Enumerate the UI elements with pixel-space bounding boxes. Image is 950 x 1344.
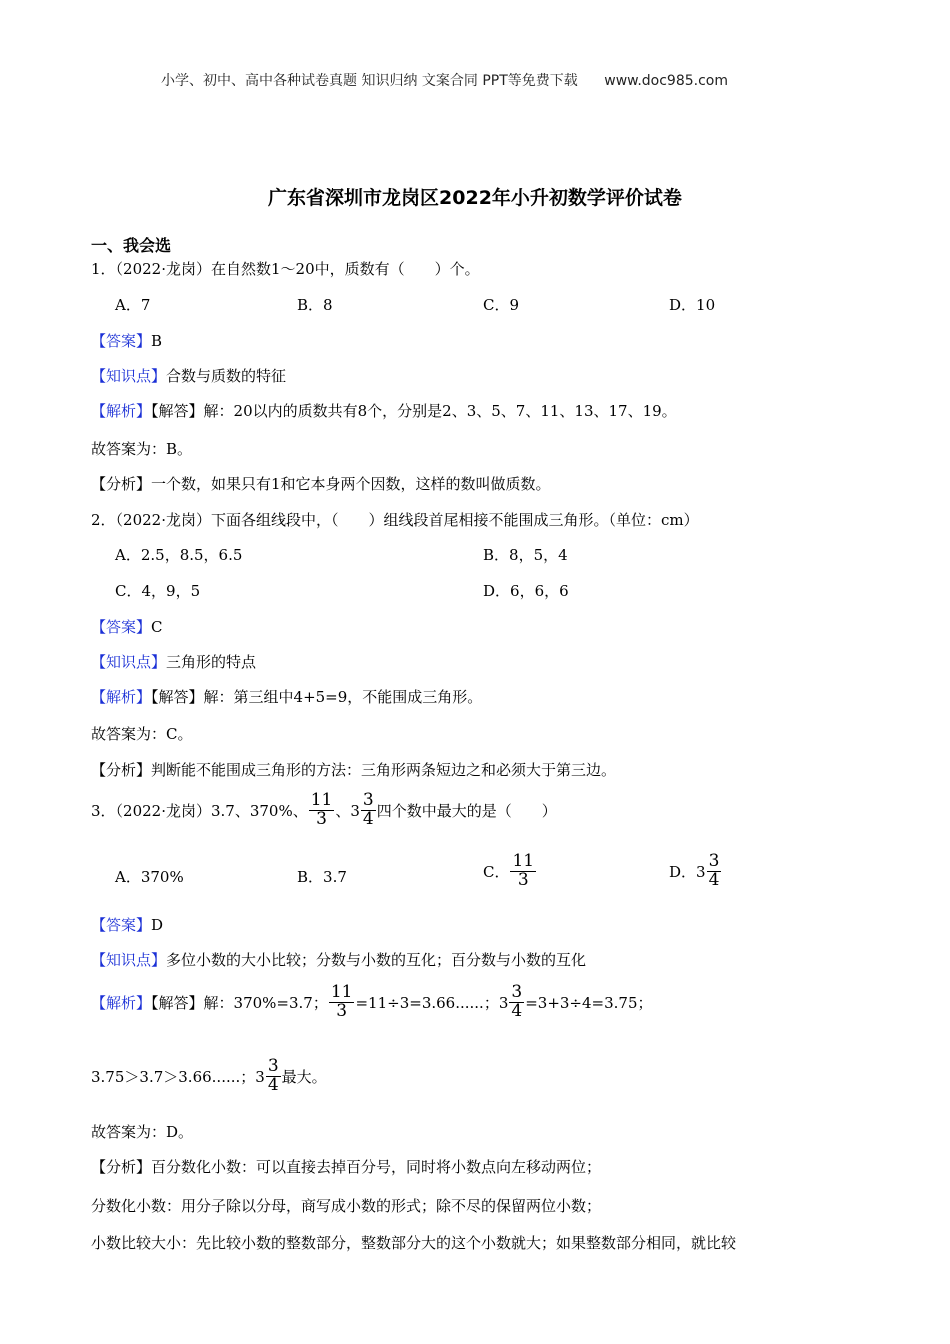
section-heading: 一、我会选 — [91, 236, 172, 255]
q3-knowledge: 多位小数的大小比较；分数与小数的互化；百分数与小数的互化 — [166, 951, 587, 969]
q2-knowledge-line — [91, 651, 256, 672]
analysis-label: 【解析】 — [91, 688, 152, 706]
fraction-3-4: $\frac{3}{4}$ — [267, 1056, 279, 1095]
q1-answer-line — [91, 330, 162, 351]
q3-compare-b: 最大。 — [281, 1067, 327, 1086]
q3-option-b: B．3.7 — [297, 868, 347, 886]
q3-stem-c: 四个数中最大的是（ ） — [376, 801, 557, 820]
fraction-11-3: $\frac{11}{3}$ — [310, 790, 333, 829]
fraction-11-3: $\frac{11}{3}$ — [330, 982, 353, 1021]
q3-answer-line — [91, 914, 163, 935]
q1-fenxi: 一个数，如果只有1和它本身两个因数，这样的数叫做质数。 — [151, 475, 551, 493]
fraction-3-4: $\frac{3}{4}$ — [511, 982, 523, 1021]
q3-stem-b: 、3 — [335, 801, 360, 820]
q1-knowledge: 合数与质数的特征 — [166, 367, 287, 385]
q3-conclusion: 故答案为：D。 — [91, 1123, 194, 1141]
q2-fenxi-line — [91, 759, 616, 780]
q3-option-c — [483, 853, 537, 890]
q3-knowledge-line — [91, 949, 586, 970]
q3-compare-line — [91, 1058, 327, 1095]
analysis-label: 【解析】 — [91, 993, 152, 1012]
knowledge-label: 【知识点】 — [91, 951, 167, 969]
q1-answer: B — [151, 332, 163, 350]
solve-label: 【解答】 — [151, 993, 204, 1012]
q1-option-a: A．7 — [115, 296, 151, 314]
q2-knowledge: 三角形的特点 — [166, 653, 257, 671]
fraction-3-4: $\frac{3}{4}$ — [362, 790, 374, 829]
q2-option-d: D．6，6，6 — [483, 582, 569, 600]
fraction-3-4: $\frac{3}{4}$ — [708, 851, 720, 890]
q3-fenxi-line — [91, 1156, 601, 1177]
q1-conclusion: 故答案为：B。 — [91, 440, 193, 458]
fenxi-label: 【分析】 — [91, 761, 152, 779]
q2-conclusion: 故答案为：C。 — [91, 725, 193, 743]
q2-answer: C — [151, 618, 163, 636]
q2-answer-line — [91, 616, 163, 637]
q1-fenxi-line — [91, 473, 551, 494]
q1-option-b: B．8 — [297, 296, 333, 314]
q1-analysis-line — [91, 400, 677, 421]
q2-stem: 2．（2022·龙岗）下面各组线段中，（ ）组线段首尾相接不能围成三角形。（单位：cm） — [91, 511, 699, 529]
page-header — [161, 70, 728, 90]
q1-solution: 解：20以内的质数共有8个，分别是2、3、5、7、11、13、17、19。 — [203, 402, 677, 420]
q1-knowledge-line — [91, 365, 286, 386]
q3-stem-a: 3．（2022·龙岗）3.7、370%、 — [91, 801, 308, 820]
q3-option-d-label: D．3 — [669, 862, 706, 881]
q1-stem: 1．（2022·龙岗）在自然数1～20中，质数有（ ）个。 — [91, 260, 480, 278]
q3-fenxi-1: 百分数化小数：可以直接去掉百分号，同时将小数点向左移动两位； — [151, 1158, 602, 1176]
q2-option-a: A．2.5，8.5，6.5 — [115, 546, 243, 564]
answer-label: 【答案】 — [91, 916, 152, 934]
solve-label: 【解答】 — [151, 402, 204, 420]
q2-fenxi: 判断能不能围成三角形的方法：三角形两条短边之和必须大于第三边。 — [151, 761, 617, 779]
q3-option-c-label: C． — [483, 862, 510, 881]
q3-option-a: A．370% — [115, 868, 184, 886]
fenxi-label: 【分析】 — [91, 475, 152, 493]
q1-option-d: D．10 — [669, 296, 716, 314]
q2-analysis-line — [91, 686, 482, 707]
solve-label: 【解答】 — [151, 688, 204, 706]
knowledge-label: 【知识点】 — [91, 367, 167, 385]
answer-label: 【答案】 — [91, 332, 152, 350]
page-title: 广东省深圳市龙岗区2022年小升初数学评价试卷 — [268, 187, 682, 209]
q2-option-b: B．8，5，4 — [483, 546, 568, 564]
q3-answer: D — [151, 916, 164, 934]
q1-option-c: C．9 — [483, 296, 520, 314]
fraction-11-3: $\frac{11}{3}$ — [512, 851, 535, 890]
header-text: 小学、初中、高中各种试卷真题 知识归纳 文案合同 PPT等免费下载 — [161, 73, 578, 89]
q3-stem — [91, 792, 557, 829]
q3-compare-a: 3.75＞3.7＞3.66......；3 — [91, 1067, 265, 1086]
q3-analysis-line — [91, 984, 653, 1021]
q3-fenxi-3: 小数比较大小：先比较小数的整数部分，整数部分大的这个小数就大；如果整数部分相同，就比较 — [91, 1234, 737, 1252]
fenxi-label: 【分析】 — [91, 1158, 152, 1176]
q3-solution-a: 解：370%=3.7； — [203, 993, 328, 1012]
header-url: www.doc985.com — [604, 73, 728, 89]
q2-option-c: C．4，9，5 — [115, 582, 201, 600]
q2-solution: 解：第三组中4+5=9，不能围成三角形。 — [203, 688, 483, 706]
q3-solution-c: =3+3÷4=3.75； — [525, 993, 653, 1012]
q3-solution-b: =11÷3=3.66......；3 — [355, 993, 509, 1012]
analysis-label: 【解析】 — [91, 402, 152, 420]
knowledge-label: 【知识点】 — [91, 653, 167, 671]
answer-label: 【答案】 — [91, 618, 152, 636]
q3-option-d — [669, 853, 722, 890]
q3-fenxi-2: 分数化小数：用分子除以分母，商写成小数的形式；除不尽的保留两位小数； — [91, 1197, 602, 1215]
